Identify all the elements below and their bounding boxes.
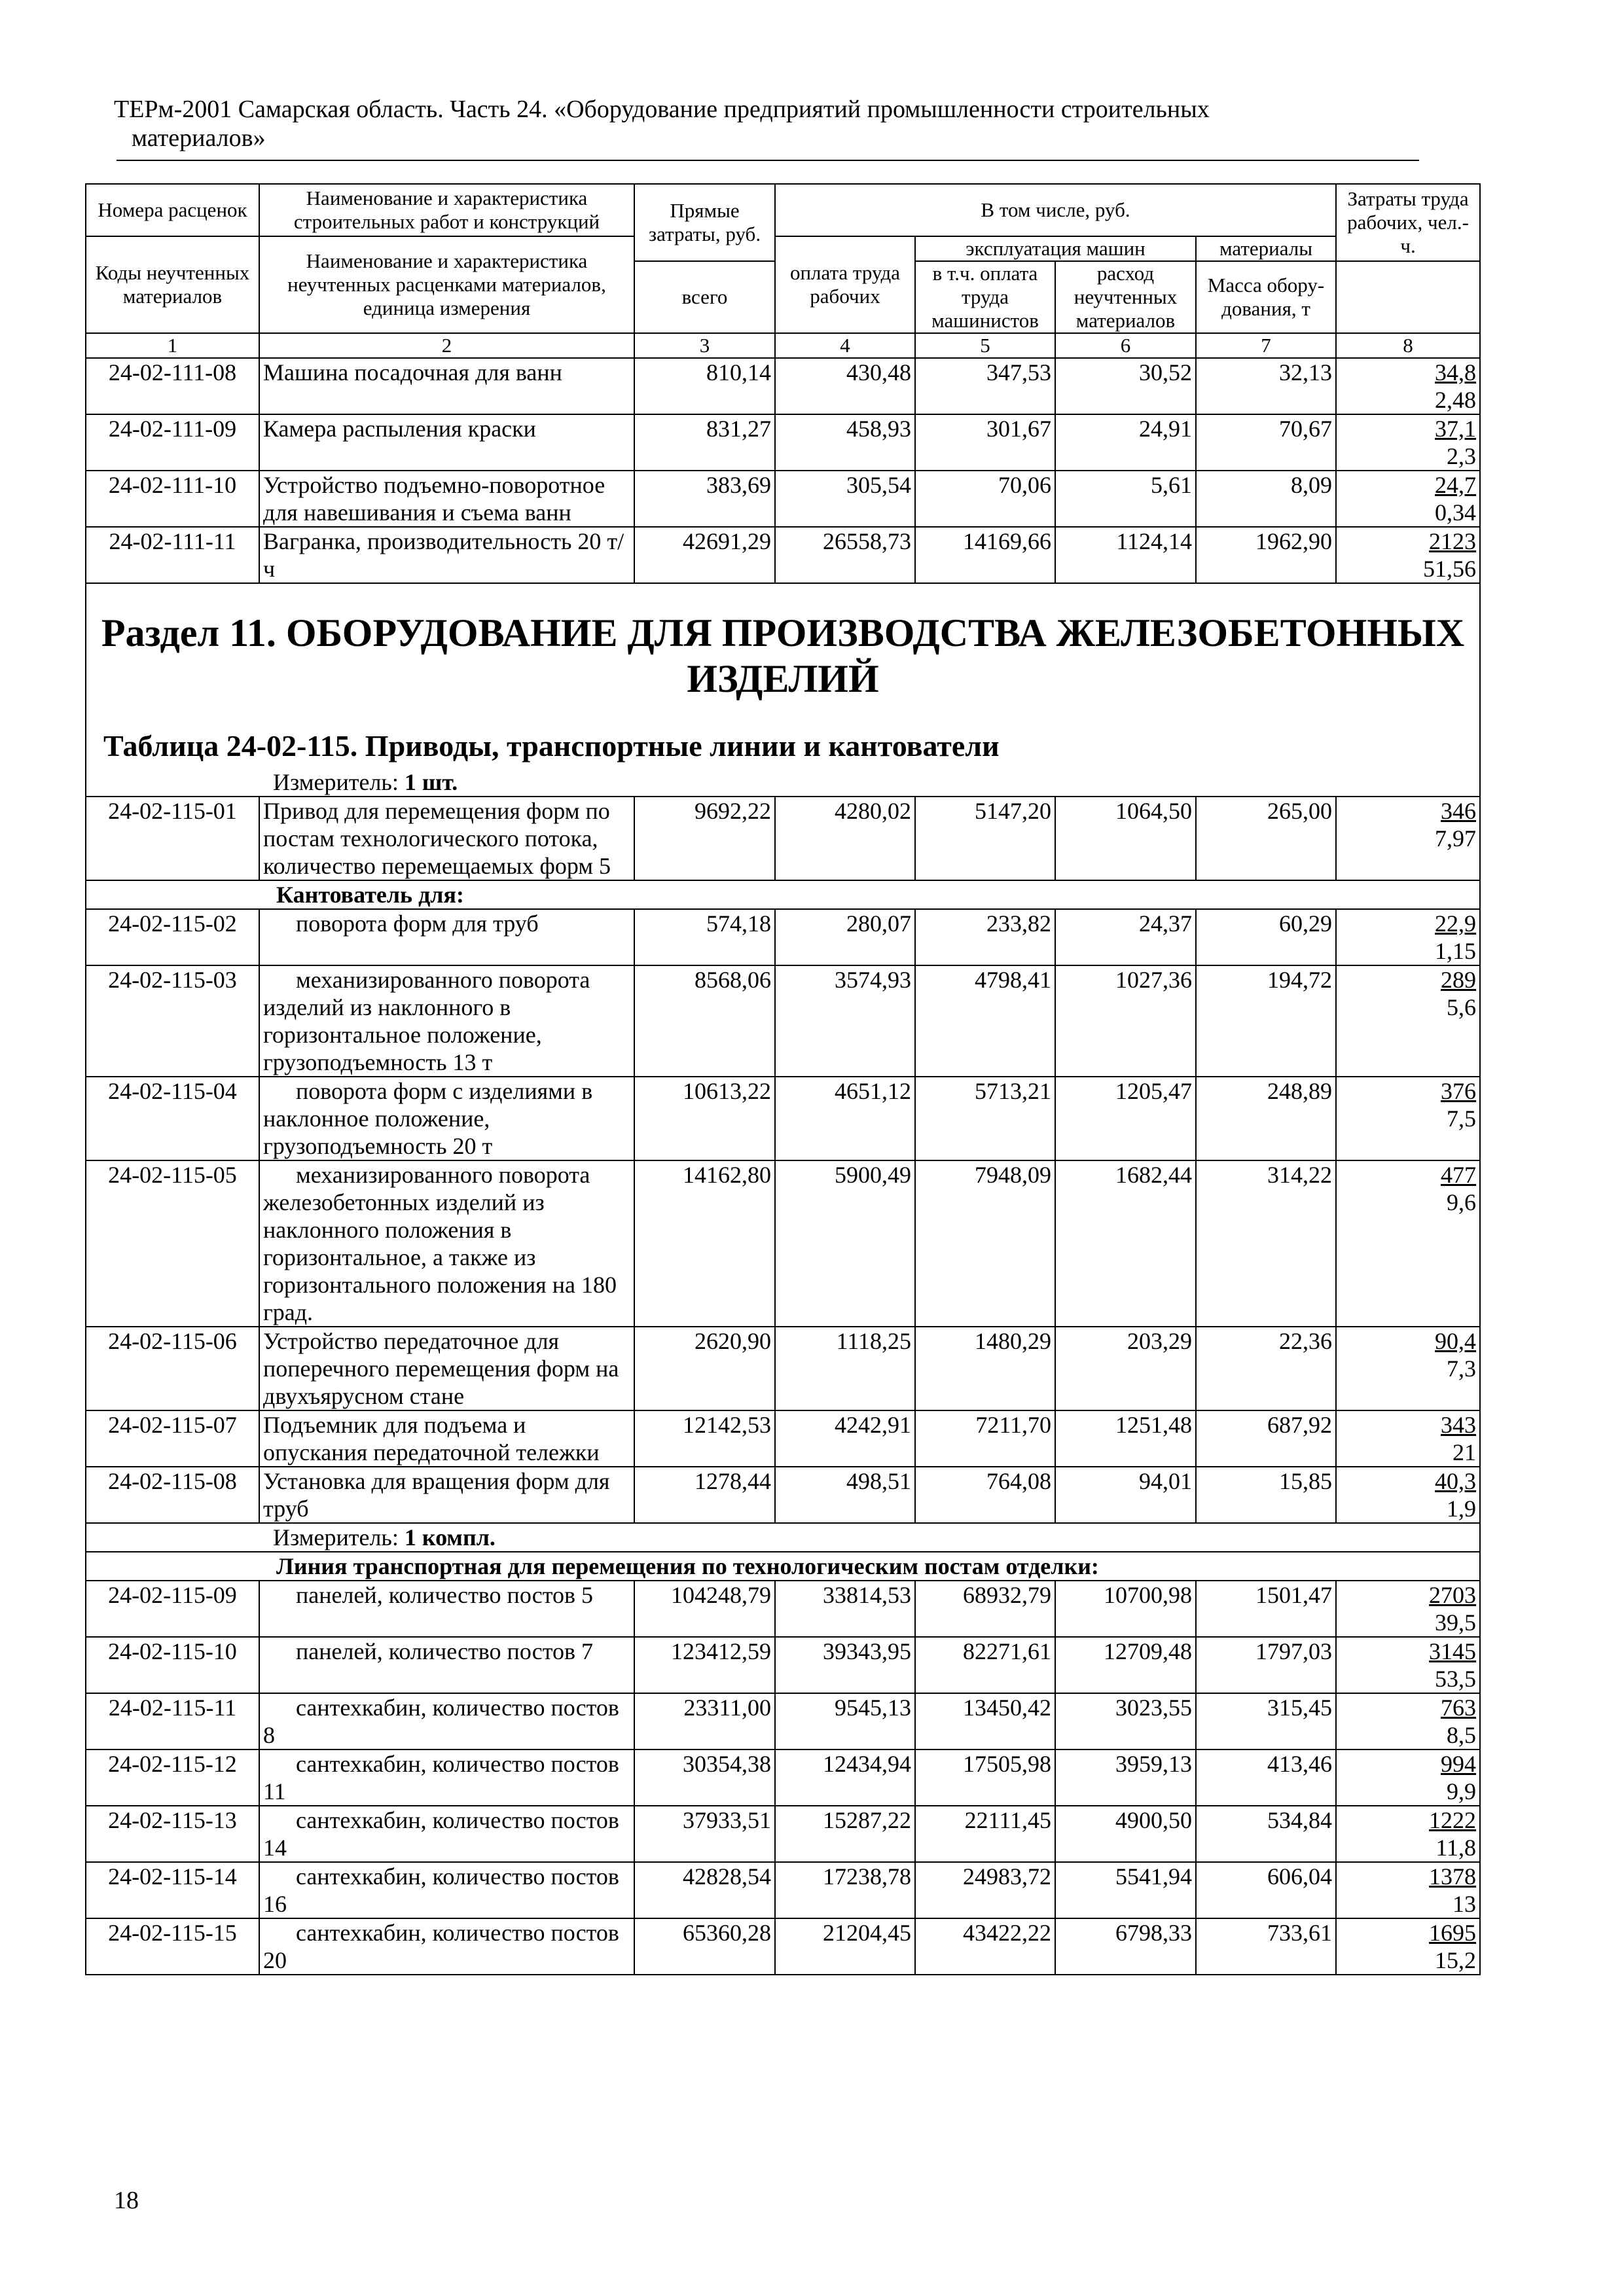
equipment-mass: 39,5 xyxy=(1435,1609,1477,1636)
col-header-including: В том числе, руб. xyxy=(775,184,1336,236)
page-header xyxy=(114,95,1416,152)
direct-costs: 8568,06 xyxy=(634,965,775,1077)
operator-wage: 12709,48 xyxy=(1055,1637,1196,1693)
worker-wage: 15287,22 xyxy=(775,1806,915,1862)
materials-cost: 687,92 xyxy=(1196,1410,1336,1467)
worker-wage: 1118,25 xyxy=(775,1327,915,1410)
worker-wage: 3574,93 xyxy=(775,965,915,1077)
direct-costs: 810,14 xyxy=(634,358,775,414)
operator-wage: 4900,50 xyxy=(1055,1806,1196,1862)
materials-cost: 1501,47 xyxy=(1196,1581,1336,1637)
equipment-mass: 8,5 xyxy=(1447,1722,1477,1748)
table-row xyxy=(86,358,1480,414)
labor-and-mass xyxy=(1336,1467,1480,1523)
col-header-material-consumption: расход неучтенных материалов xyxy=(1055,261,1196,333)
labor-and-mass xyxy=(1336,471,1480,527)
labor-and-mass xyxy=(1336,797,1480,880)
rate-code: 24-02-115-14 xyxy=(86,1862,259,1918)
operator-wage: 1124,14 xyxy=(1055,527,1196,583)
labor-hours: 1222 xyxy=(1429,1807,1477,1833)
rate-name: поворота форм для труб xyxy=(259,909,634,965)
machines-total: 68932,79 xyxy=(915,1581,1055,1637)
table-title: Таблица 24-02-115. Приводы, транспортные линии и кантователи xyxy=(103,729,1000,762)
col-header-direct-continued xyxy=(1336,261,1480,333)
direct-costs: 123412,59 xyxy=(634,1637,775,1693)
worker-wage: 17238,78 xyxy=(775,1862,915,1918)
column-numbers-row xyxy=(86,333,1480,358)
rows-mid xyxy=(86,1327,1480,1523)
labor-hours: 22,9 xyxy=(1435,910,1477,937)
operator-wage: 1064,50 xyxy=(1055,797,1196,880)
table-row xyxy=(86,1467,1480,1523)
machines-total: 5147,20 xyxy=(915,797,1055,880)
machines-total: 24983,72 xyxy=(915,1862,1055,1918)
section-title: Раздел 11. ОБОРУДОВАНИЕ ДЛЯ ПРОИЗВОДСТВА ЖЕЛЕЗОБЕТОННЫХ ИЗДЕЛИЙ xyxy=(101,611,1465,700)
operator-wage: 30,52 xyxy=(1055,358,1196,414)
direct-costs: 9692,22 xyxy=(634,797,775,880)
rows-transport-line xyxy=(86,1581,1480,1975)
rate-name: Устройство передаточное для поперечного перемещения форм на двухъярусном стане xyxy=(259,1327,634,1410)
direct-costs: 23311,00 xyxy=(634,1693,775,1749)
materials-cost: 8,09 xyxy=(1196,471,1336,527)
rows-115-01 xyxy=(86,797,1480,880)
rate-name: Вагранка, производительность 20 т/ч xyxy=(259,527,634,583)
materials-cost: 314,22 xyxy=(1196,1160,1336,1327)
equipment-mass: 2,48 xyxy=(1435,387,1477,413)
rate-code: 24-02-115-10 xyxy=(86,1637,259,1693)
operator-wage: 1027,36 xyxy=(1055,965,1196,1077)
col-num: 2 xyxy=(259,333,634,358)
rate-code: 24-02-115-13 xyxy=(86,1806,259,1862)
rate-code: 24-02-111-10 xyxy=(86,471,259,527)
col-header-operator-wage: в т.ч. оплата труда машинистов xyxy=(915,261,1055,333)
rate-code: 24-02-115-05 xyxy=(86,1160,259,1327)
labor-and-mass xyxy=(1336,1077,1480,1160)
machines-total: 43422,22 xyxy=(915,1918,1055,1975)
header-line-1: ТЕРм-2001 Самарская область. Часть 24. «Оборудование предприятий промышленности строительных xyxy=(114,96,1210,123)
worker-wage: 12434,94 xyxy=(775,1749,915,1806)
subhead-block-1 xyxy=(86,880,1480,909)
table-row xyxy=(86,965,1480,1077)
header-rule xyxy=(117,160,1419,161)
worker-wage: 33814,53 xyxy=(775,1581,915,1637)
operator-wage: 6798,33 xyxy=(1055,1918,1196,1975)
table-row xyxy=(86,1581,1480,1637)
rate-code: 24-02-115-07 xyxy=(86,1410,259,1467)
labor-and-mass xyxy=(1336,1637,1480,1693)
direct-costs: 37933,51 xyxy=(634,1806,775,1862)
table-row xyxy=(86,1077,1480,1160)
materials-cost: 70,67 xyxy=(1196,414,1336,471)
labor-hours: 2703 xyxy=(1429,1582,1477,1608)
table-row xyxy=(86,414,1480,471)
machines-total: 7211,70 xyxy=(915,1410,1055,1467)
measure-label: Измеритель: xyxy=(273,769,405,795)
direct-costs: 574,18 xyxy=(634,909,775,965)
direct-costs: 383,69 xyxy=(634,471,775,527)
rate-code: 24-02-115-01 xyxy=(86,797,259,880)
operator-wage: 5541,94 xyxy=(1055,1862,1196,1918)
materials-cost: 315,45 xyxy=(1196,1693,1336,1749)
operator-wage: 3959,13 xyxy=(1055,1749,1196,1806)
rate-name: панелей, количество постов 7 xyxy=(259,1637,634,1693)
equipment-mass: 1,15 xyxy=(1435,938,1477,964)
col-header-machines: эксплуатация машин xyxy=(915,236,1196,261)
table-row xyxy=(86,527,1480,583)
labor-and-mass xyxy=(1336,909,1480,965)
machines-total: 7948,09 xyxy=(915,1160,1055,1327)
equipment-mass: 51,56 xyxy=(1423,556,1477,582)
rows-top xyxy=(86,358,1480,583)
labor-and-mass xyxy=(1336,1693,1480,1749)
equipment-mass: 2,3 xyxy=(1447,443,1477,469)
rates-table xyxy=(85,183,1481,1975)
labor-and-mass xyxy=(1336,1806,1480,1862)
rate-name: механизированного поворота изделий из наклонного в горизонтальное положение, грузоподъемность 13 т xyxy=(259,965,634,1077)
equipment-mass: 21 xyxy=(1453,1439,1477,1465)
operator-wage: 5,61 xyxy=(1055,471,1196,527)
operator-wage: 1251,48 xyxy=(1055,1410,1196,1467)
direct-costs: 831,27 xyxy=(634,414,775,471)
section-title-row xyxy=(86,583,1480,797)
rate-code: 24-02-111-09 xyxy=(86,414,259,471)
rate-name: сантехкабин, количество постов 16 xyxy=(259,1862,634,1918)
rate-name: Подъемник для подъема и опускания передаточной тележки xyxy=(259,1410,634,1467)
col-header-machines-total: всего xyxy=(634,261,775,333)
col-header-material-codes: Коды неучтенных материалов xyxy=(86,236,259,333)
table-row xyxy=(86,909,1480,965)
rate-code: 24-02-115-12 xyxy=(86,1749,259,1806)
col-num: 7 xyxy=(1196,333,1336,358)
labor-hours: 994 xyxy=(1441,1751,1477,1777)
col-header-labor: Затраты труда рабочих, чел.-ч. xyxy=(1336,184,1480,261)
machines-total: 347,53 xyxy=(915,358,1055,414)
operator-wage: 203,29 xyxy=(1055,1327,1196,1410)
equipment-mass: 9,6 xyxy=(1447,1189,1477,1215)
worker-wage: 4651,12 xyxy=(775,1077,915,1160)
machines-total: 17505,98 xyxy=(915,1749,1055,1806)
labor-hours: 763 xyxy=(1441,1695,1477,1721)
col-num: 4 xyxy=(775,333,915,358)
table-row xyxy=(86,1160,1480,1327)
header-row-1 xyxy=(86,184,1480,236)
materials-cost: 15,85 xyxy=(1196,1467,1336,1523)
subhead-kantovatel: Кантователь для: xyxy=(86,880,1480,909)
rate-name: сантехкабин, количество постов 11 xyxy=(259,1749,634,1806)
rate-name: Машина посадочная для ванн xyxy=(259,358,634,414)
rates-table-wrapper xyxy=(85,183,1479,1975)
materials-cost: 1797,03 xyxy=(1196,1637,1336,1693)
equipment-mass: 7,5 xyxy=(1447,1105,1477,1132)
worker-wage: 458,93 xyxy=(775,414,915,471)
direct-costs: 42828,54 xyxy=(634,1862,775,1918)
labor-and-mass xyxy=(1336,1327,1480,1410)
subhead-row xyxy=(86,1552,1480,1581)
labor-hours: 289 xyxy=(1441,967,1477,993)
measure-block-2 xyxy=(86,1523,1480,1581)
rate-name: сантехкабин, количество постов 14 xyxy=(259,1806,634,1862)
table-row xyxy=(86,1862,1480,1918)
labor-and-mass xyxy=(1336,358,1480,414)
machines-total: 70,06 xyxy=(915,471,1055,527)
col-header-mass: Масса обору-дования, т xyxy=(1196,261,1336,333)
direct-costs: 2620,90 xyxy=(634,1327,775,1410)
subhead-transport-line: Линия транспортная для перемещения по технологическим постам отделки: xyxy=(86,1552,1480,1581)
operator-wage: 24,91 xyxy=(1055,414,1196,471)
equipment-mass: 5,6 xyxy=(1447,994,1477,1020)
col-header-worker-wage: оплата труда рабочих xyxy=(775,236,915,333)
direct-costs: 14162,80 xyxy=(634,1160,775,1327)
table-row xyxy=(86,1410,1480,1467)
rate-name: Камера распыления краски xyxy=(259,414,634,471)
worker-wage: 9545,13 xyxy=(775,1693,915,1749)
rate-code: 24-02-115-03 xyxy=(86,965,259,1077)
materials-cost: 733,61 xyxy=(1196,1918,1336,1975)
labor-hours: 2123 xyxy=(1429,528,1477,554)
materials-cost: 194,72 xyxy=(1196,965,1336,1077)
col-num: 5 xyxy=(915,333,1055,358)
labor-and-mass xyxy=(1336,965,1480,1077)
rate-name: поворота форм с изделиями в наклонное положение, грузоподъемность 20 т xyxy=(259,1077,634,1160)
page-number: 18 xyxy=(114,2187,139,2214)
equipment-mass: 13 xyxy=(1453,1891,1477,1917)
measure-value: 1 компл. xyxy=(404,1524,496,1551)
labor-and-mass xyxy=(1336,1862,1480,1918)
worker-wage: 305,54 xyxy=(775,471,915,527)
table-row xyxy=(86,1749,1480,1806)
materials-cost: 22,36 xyxy=(1196,1327,1336,1410)
rate-code: 24-02-115-15 xyxy=(86,1918,259,1975)
equipment-mass: 15,2 xyxy=(1435,1947,1477,1973)
equipment-mass: 1,9 xyxy=(1447,1496,1477,1522)
direct-costs: 10613,22 xyxy=(634,1077,775,1160)
table-row xyxy=(86,1806,1480,1862)
labor-and-mass xyxy=(1336,1410,1480,1467)
table-row xyxy=(86,797,1480,880)
machines-total: 233,82 xyxy=(915,909,1055,965)
rate-code: 24-02-115-04 xyxy=(86,1077,259,1160)
rate-code: 24-02-115-06 xyxy=(86,1327,259,1410)
operator-wage: 94,01 xyxy=(1055,1467,1196,1523)
header-line-2: материалов» xyxy=(132,124,266,152)
rate-name: механизированного поворота железобетонных изделий из наклонного положения в горизонтальное, а также из горизонтального положения на 180 град. xyxy=(259,1160,634,1327)
operator-wage: 1205,47 xyxy=(1055,1077,1196,1160)
table-row xyxy=(86,1637,1480,1693)
materials-cost: 265,00 xyxy=(1196,797,1336,880)
col-header-work-name: Наименование и характеристика строительных работ и конструкций xyxy=(259,184,634,236)
rate-name: Устройство подъемно-поворотное для навешивания и съема ванн xyxy=(259,471,634,527)
worker-wage: 39343,95 xyxy=(775,1637,915,1693)
direct-costs: 1278,44 xyxy=(634,1467,775,1523)
direct-costs: 104248,79 xyxy=(634,1581,775,1637)
worker-wage: 4280,02 xyxy=(775,797,915,880)
direct-costs: 65360,28 xyxy=(634,1918,775,1975)
labor-hours: 1695 xyxy=(1429,1920,1477,1946)
labor-hours: 343 xyxy=(1441,1412,1477,1438)
equipment-mass: 7,97 xyxy=(1435,825,1477,852)
labor-hours: 37,1 xyxy=(1435,416,1477,442)
machines-total: 14169,66 xyxy=(915,527,1055,583)
worker-wage: 5900,49 xyxy=(775,1160,915,1327)
rate-code: 24-02-111-11 xyxy=(86,527,259,583)
direct-costs: 30354,38 xyxy=(634,1749,775,1806)
col-num: 1 xyxy=(86,333,259,358)
labor-hours: 346 xyxy=(1441,798,1477,824)
machines-total: 1480,29 xyxy=(915,1327,1055,1410)
rate-name: панелей, количество постов 5 xyxy=(259,1581,634,1637)
operator-wage: 24,37 xyxy=(1055,909,1196,965)
rate-code: 24-02-115-08 xyxy=(86,1467,259,1523)
header-row-2 xyxy=(86,236,1480,261)
rate-name: Установка для вращения форм для труб xyxy=(259,1467,634,1523)
col-header-materials: материалы xyxy=(1196,236,1336,261)
rate-code: 24-02-115-09 xyxy=(86,1581,259,1637)
labor-and-mass xyxy=(1336,1749,1480,1806)
measure-row-2 xyxy=(86,1523,1480,1552)
section-block xyxy=(86,583,1480,797)
labor-hours: 477 xyxy=(1441,1162,1477,1188)
worker-wage: 4242,91 xyxy=(775,1410,915,1467)
materials-cost: 606,04 xyxy=(1196,1862,1336,1918)
materials-cost: 413,46 xyxy=(1196,1749,1336,1806)
materials-cost: 534,84 xyxy=(1196,1806,1336,1862)
rows-kantovatel xyxy=(86,909,1480,1327)
machines-total: 301,67 xyxy=(915,414,1055,471)
rate-code: 24-02-115-02 xyxy=(86,909,259,965)
machines-total: 13450,42 xyxy=(915,1693,1055,1749)
materials-cost: 60,29 xyxy=(1196,909,1336,965)
table-row xyxy=(86,1327,1480,1410)
labor-hours: 90,4 xyxy=(1435,1328,1477,1354)
table-row xyxy=(86,1918,1480,1975)
equipment-mass: 11,8 xyxy=(1435,1835,1477,1861)
worker-wage: 430,48 xyxy=(775,358,915,414)
rate-name: сантехкабин, количество постов 8 xyxy=(259,1693,634,1749)
materials-cost: 1962,90 xyxy=(1196,527,1336,583)
worker-wage: 498,51 xyxy=(775,1467,915,1523)
worker-wage: 26558,73 xyxy=(775,527,915,583)
direct-costs: 12142,53 xyxy=(634,1410,775,1467)
machines-total: 4798,41 xyxy=(915,965,1055,1077)
labor-hours: 376 xyxy=(1441,1078,1477,1104)
equipment-mass: 0,34 xyxy=(1435,499,1477,526)
rate-code: 24-02-111-08 xyxy=(86,358,259,414)
labor-hours: 40,3 xyxy=(1435,1468,1477,1494)
col-num: 3 xyxy=(634,333,775,358)
table-row xyxy=(86,471,1480,527)
labor-and-mass xyxy=(1336,1918,1480,1975)
machines-total: 5713,21 xyxy=(915,1077,1055,1160)
labor-hours: 24,7 xyxy=(1435,472,1477,498)
labor-hours: 1378 xyxy=(1429,1863,1477,1890)
col-num: 8 xyxy=(1336,333,1480,358)
col-header-material-name: Наименование и характеристика неучтенных расценками материалов, единица измерения xyxy=(259,236,634,333)
equipment-mass: 7,3 xyxy=(1447,1355,1477,1382)
measure-value: 1 шт. xyxy=(404,769,458,795)
machines-total: 764,08 xyxy=(915,1467,1055,1523)
machines-total: 22111,45 xyxy=(915,1806,1055,1862)
operator-wage: 10700,98 xyxy=(1055,1581,1196,1637)
materials-cost: 32,13 xyxy=(1196,358,1336,414)
operator-wage: 3023,55 xyxy=(1055,1693,1196,1749)
col-header-direct-costs: Прямые затраты, руб. xyxy=(634,184,775,261)
labor-and-mass xyxy=(1336,527,1480,583)
labor-hours: 34,8 xyxy=(1435,359,1477,386)
measure-label: Измеритель: xyxy=(273,1524,405,1551)
operator-wage: 1682,44 xyxy=(1055,1160,1196,1327)
labor-hours: 3145 xyxy=(1429,1638,1477,1664)
measure-unit-1 xyxy=(86,768,1479,796)
labor-and-mass xyxy=(1336,1581,1480,1637)
table-row xyxy=(86,1693,1480,1749)
worker-wage: 280,07 xyxy=(775,909,915,965)
equipment-mass: 9,9 xyxy=(1447,1778,1477,1804)
labor-and-mass xyxy=(1336,414,1480,471)
col-header-rate-number: Номера расценок xyxy=(86,184,259,236)
rate-name: сантехкабин, количество постов 20 xyxy=(259,1918,634,1975)
subhead-row xyxy=(86,880,1480,909)
direct-costs: 42691,29 xyxy=(634,527,775,583)
machines-total: 82271,61 xyxy=(915,1637,1055,1693)
rate-name: Привод для перемещения форм по постам технологического потока, количество перемещаемых форм 5 xyxy=(259,797,634,880)
measure-unit-2 xyxy=(86,1523,1480,1552)
equipment-mass: 53,5 xyxy=(1435,1666,1477,1692)
materials-cost: 248,89 xyxy=(1196,1077,1336,1160)
worker-wage: 21204,45 xyxy=(775,1918,915,1975)
rate-code: 24-02-115-11 xyxy=(86,1693,259,1749)
col-num: 6 xyxy=(1055,333,1196,358)
labor-and-mass xyxy=(1336,1160,1480,1327)
